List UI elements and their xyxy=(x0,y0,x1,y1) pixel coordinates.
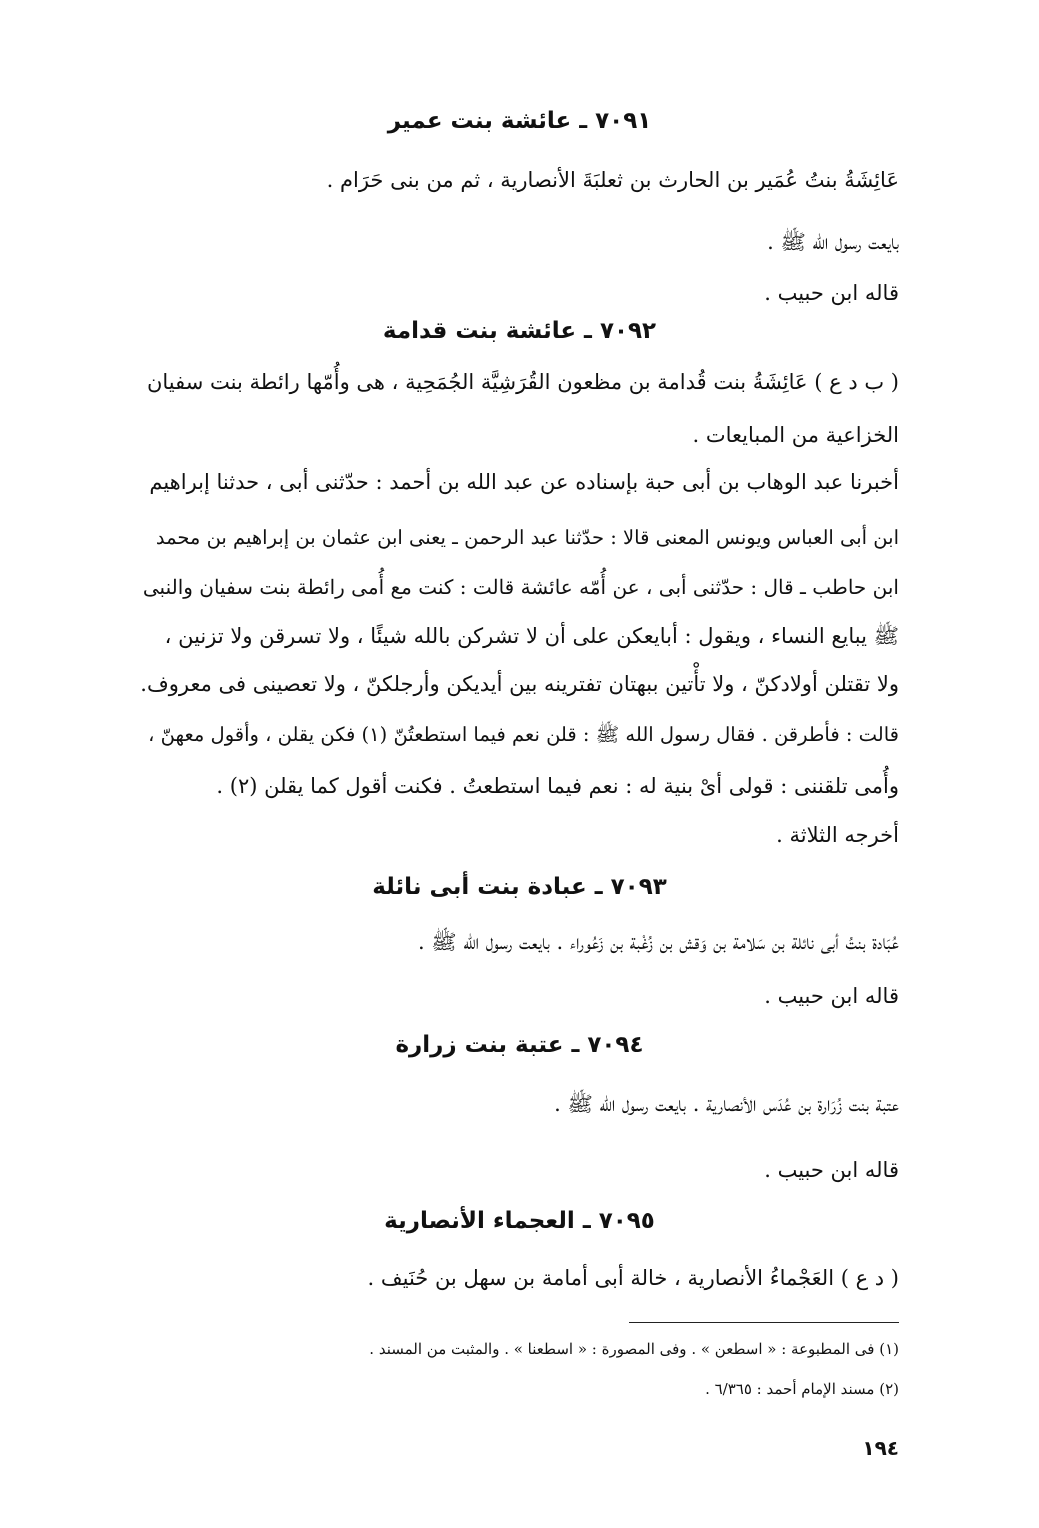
text-line: عتبة بنت زُرَارة بن عُدَس الأنصارية . بايعت رسول الله ﷺ . xyxy=(554,1092,899,1116)
entry-title: ٧٠٩٢ ـ عائشة بنت قدامة xyxy=(382,318,657,344)
entry-title: ٧٠٩٣ ـ عبادة بنت أبى نائلة xyxy=(372,874,667,900)
page-number: ١٩٤ xyxy=(862,1436,899,1460)
text-line: قاله ابن حبيب . xyxy=(764,281,899,305)
text-line: أخرجه الثلاثة . xyxy=(776,823,899,847)
text-line: بايعت رسول الله ﷺ . xyxy=(767,230,899,254)
text-line: ﷺ يبايع النساء ، ويقول : أبايعكن على أن لا تشركن بالله شيئًا ، ولا تسرقن ولا تزنين ، xyxy=(164,624,899,648)
text-line: ابن أبى العباس ويونس المعنى قالا : حدّثنا عبد الرحمن ـ يعنى ابن عثمان بن إبراهيم بن محمد xyxy=(155,526,899,549)
footnote-divider xyxy=(629,1322,899,1323)
text-line: قاله ابن حبيب . xyxy=(764,1158,899,1182)
entry-title: ٧٠٩٥ ـ العجماء الأنصارية xyxy=(384,1208,655,1234)
text-line: ابن حاطب ـ قال : حدّثنى أبى ، عن أُمّه عائشة قالت : كنت مع أُمى رائطة بنت سفيان والنبى xyxy=(142,575,899,599)
text-line: قاله ابن حبيب . xyxy=(764,984,899,1008)
text-line: عُبَادة بنتُ أبى نائلة بن سَلامة بن وَقش بن زُغْبة بن زَعُوراء . بايعت رسول الله ﷺ . xyxy=(417,930,899,954)
text-line: قالت : فأطرقن . فقال رسول الله ﷺ : قلن نعم فيما استطعتُنّ (١) فكن يقلن ، وأقول معهنّ ، xyxy=(148,723,899,746)
text-line: أخبرنا عبد الوهاب بن أبى حبة بإسناده عن عبد الله بن أحمد : حدّثنى أبى ، حدثنا إبراهيم xyxy=(149,470,899,494)
footnote: (١) فى المطبوعة : « اسطعن » . وفى المصورة : « اسطعنا » . والمثبت من المسند . xyxy=(369,1340,899,1358)
text-line: وأُمى تلقننى : قولى أىْ بنية له : نعم فيما استطعتُ . فكنت أقول كما يقلن (٢) . xyxy=(216,774,899,798)
entry-title: ٧٠٩١ ـ عائشة بنت عمير xyxy=(387,108,652,134)
text-line: ( ب د ع ) عَائِشَةُ بنت قُدامة بن مظعون القُرَشِيَّة الجُمَحِية ، هى وأُمّها رائطة بنت سفيان xyxy=(146,370,899,394)
entry-title: ٧٠٩٤ ـ عتبة بنت زرارة xyxy=(395,1032,644,1058)
text-line: ولا تقتلن أولادكنّ ، ولا تأْتين ببهتان تفترينه بين أيديكن وأرجلكنّ ، ولا تعصينى فى معروف. xyxy=(140,672,899,696)
text-line: الخزاعية من المبايعات . xyxy=(692,423,899,447)
text-line: عَائِشَةُ بنتُ عُمَير بن الحارث بن ثعلبَةَ الأنصارية ، ثم من بنى حَرَام . xyxy=(326,168,899,192)
footnote: (٢) مسند الإمام أحمد : ٦/٣٦٥ . xyxy=(705,1380,899,1398)
text-line: ( د ع ) العَجْماءُ الأنصارية ، خالة أبى أمامة بن سهل بن حُنَيف . xyxy=(367,1266,899,1290)
